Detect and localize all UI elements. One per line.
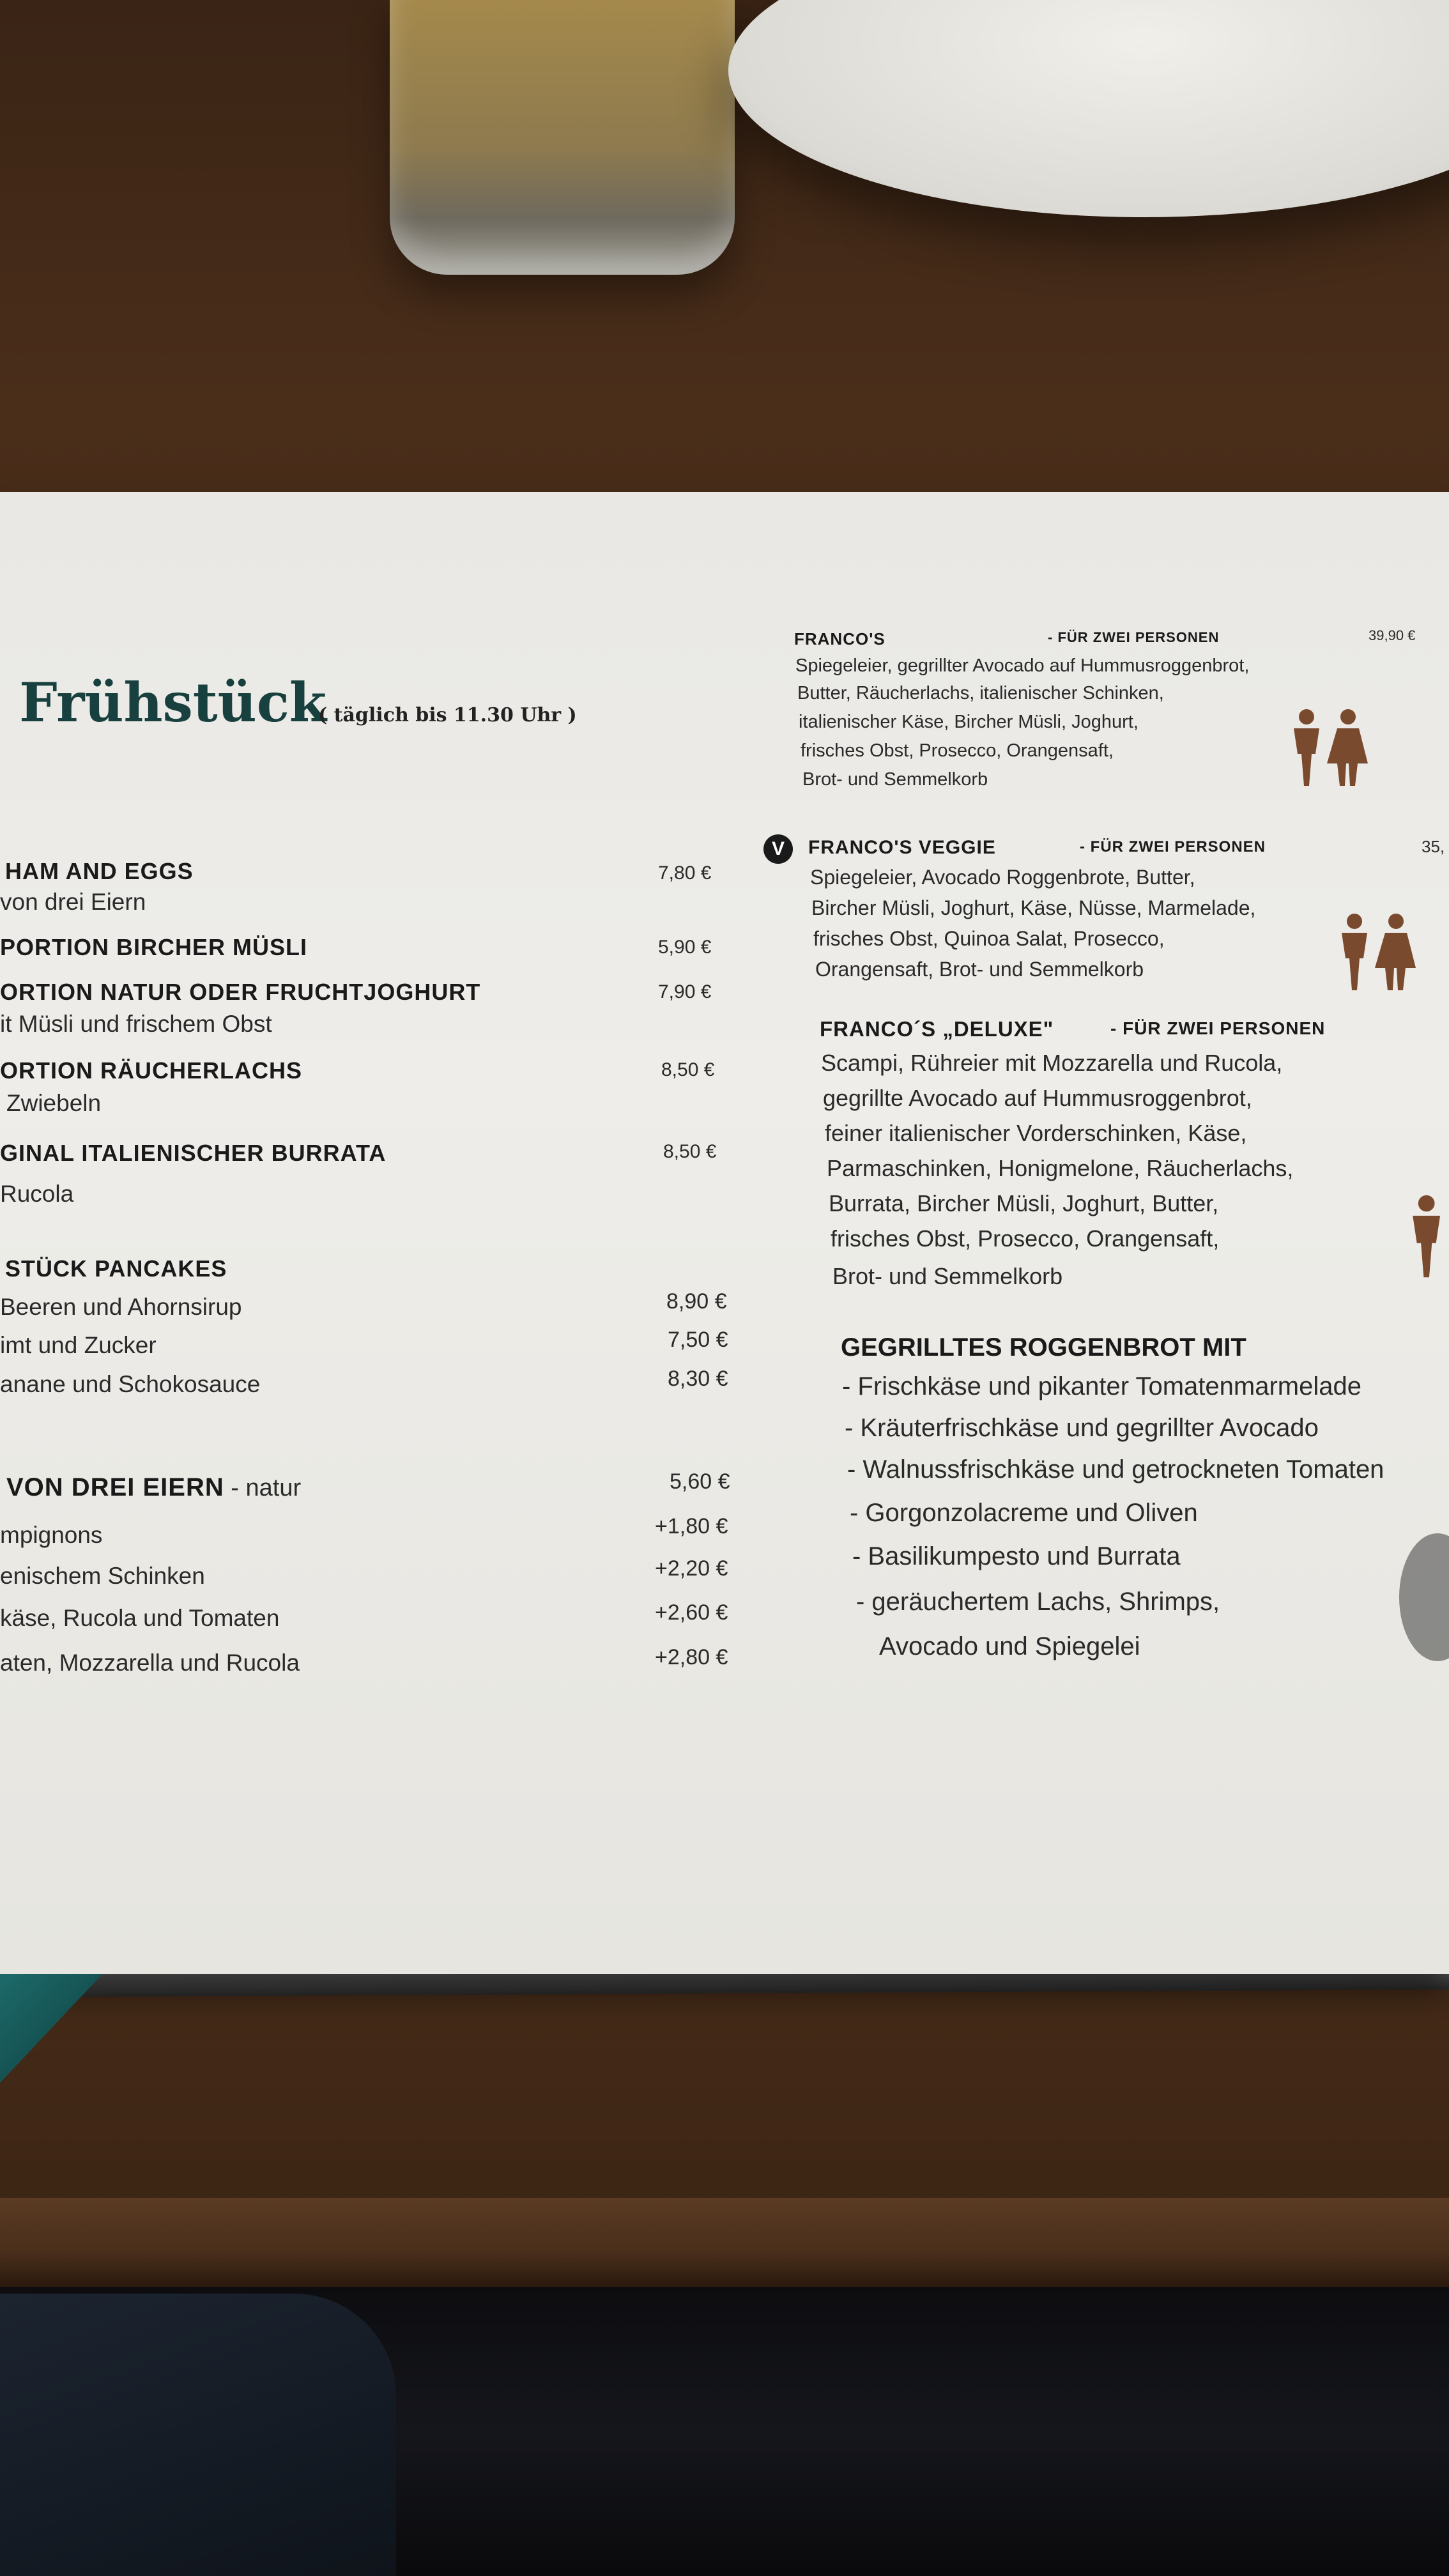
eggs-heading xyxy=(6,1473,301,1502)
veggie-desc-line: Bircher Müsli, Joghurt, Käse, Nüsse, Marmelade, xyxy=(811,896,1256,919)
deluxe-tag: - FÜR ZWEI PERSONEN xyxy=(1110,1018,1326,1038)
eggs-option: mpignons xyxy=(0,1522,103,1548)
francos-desc-line: Brot- und Semmelkorb xyxy=(802,769,988,790)
pancakes-option: imt und Zucker xyxy=(0,1332,157,1358)
menu-title: Frühstück xyxy=(19,671,327,734)
item-name: HAM AND EGGS xyxy=(5,858,194,884)
eggs-suffix: - natur xyxy=(224,1475,302,1501)
couple-icon xyxy=(1326,907,1428,997)
deluxe-desc-line: Parmaschinken, Honigmelone, Räucherlachs, xyxy=(827,1155,1294,1181)
couple-icon xyxy=(1390,1188,1449,1284)
francos-desc-line: Butter, Räucherlachs, italienischer Schinken, xyxy=(797,683,1164,703)
item-price: 5,90 € xyxy=(658,937,712,958)
grilled-item: - Walnussfrischkäse und getrockneten Tomaten xyxy=(847,1455,1384,1483)
eggs-option-price: +2,80 € xyxy=(655,1645,728,1669)
pancakes-option: anane und Schokosauce xyxy=(0,1371,261,1397)
eggs-option: enischem Schinken xyxy=(0,1563,205,1589)
item-name: ORTION RÄUCHERLACHS xyxy=(0,1057,302,1084)
veggie-tag: - FÜR ZWEI PERSONEN xyxy=(1080,838,1266,855)
grilled-item: - geräuchertem Lachs, Shrimps, xyxy=(856,1588,1220,1616)
francos-desc-line: frisches Obst, Prosecco, Orangensaft, xyxy=(801,740,1114,761)
deluxe-desc-line: Brot- und Semmelkorb xyxy=(832,1263,1063,1289)
pancakes-option: Beeren und Ahornsirup xyxy=(0,1294,242,1320)
pancakes-name: STÜCK PANCAKES xyxy=(5,1255,227,1282)
deluxe-name: FRANCO´S „DELUXE" xyxy=(820,1017,1054,1041)
deluxe-desc-line: Burrata, Bircher Müsli, Joghurt, Butter, xyxy=(829,1190,1219,1216)
veggie-desc-line: Spiegeleier, Avocado Roggenbrote, Butter, xyxy=(810,866,1195,889)
eggs-price: 5,60 € xyxy=(670,1469,730,1494)
grilled-item: - Gorgonzolacreme und Oliven xyxy=(850,1499,1198,1527)
pancakes-price: 7,50 € xyxy=(668,1328,728,1352)
veggie-price: 35, xyxy=(1422,837,1445,856)
veggie-desc-line: Orangensaft, Brot- und Semmelkorb xyxy=(815,958,1144,981)
eggs-option-price: +2,20 € xyxy=(655,1556,728,1581)
grilled-item: - Basilikumpesto und Burrata xyxy=(852,1542,1181,1570)
pancakes-price: 8,90 € xyxy=(666,1289,727,1314)
item-price: 8,50 € xyxy=(663,1141,717,1162)
eggs-option-price: +2,60 € xyxy=(655,1600,728,1625)
item-price: 7,90 € xyxy=(658,981,712,1002)
francos-tag: - FÜR ZWEI PERSONEN xyxy=(1048,629,1220,645)
francos-name: FRANCO'S xyxy=(794,629,885,648)
eggs-option: käse, Rucola und Tomaten xyxy=(0,1605,280,1631)
beer-glass xyxy=(390,0,735,275)
deluxe-desc-line: frisches Obst, Prosecco, Orangensaft, xyxy=(831,1225,1220,1252)
deluxe-desc-line: Scampi, Rühreier mit Mozzarella und Rucola, xyxy=(821,1050,1283,1076)
item-price: 8,50 € xyxy=(661,1059,715,1080)
francos-desc-line: italienischer Käse, Bircher Müsli, Joghurt, xyxy=(799,712,1138,732)
item-desc: von drei Eiern xyxy=(0,889,146,915)
deluxe-desc-line: gegrillte Avocado auf Hummusroggenbrot, xyxy=(823,1085,1252,1111)
eggs-option-price: +1,80 € xyxy=(655,1514,728,1538)
deluxe-desc-line: feiner italienischer Vorderschinken, Käse, xyxy=(825,1120,1247,1146)
grilled-item: Avocado und Spiegelei xyxy=(879,1632,1140,1660)
item-desc: Zwiebeln xyxy=(6,1090,102,1116)
item-desc: Rucola xyxy=(0,1181,74,1207)
item-name: ORTION NATUR ODER FRUCHTJOGHURT xyxy=(0,979,481,1005)
grilled-item: - Frischkäse und pikanter Tomatenmarmelade xyxy=(842,1372,1361,1400)
item-price: 7,80 € xyxy=(658,862,712,884)
francos-price: 39,90 € xyxy=(1368,627,1416,643)
item-desc: it Müsli und frischem Obst xyxy=(0,1011,272,1037)
table-edge xyxy=(0,2198,1449,2287)
veggie-desc-line: frisches Obst, Quinoa Salat, Prosecco, xyxy=(813,927,1165,950)
veggie-name: FRANCO'S VEGGIE xyxy=(808,837,996,858)
pancakes-price: 8,30 € xyxy=(668,1367,728,1391)
item-name: PORTION BIRCHER MÜSLI xyxy=(0,934,308,960)
grilled-heading: GEGRILLTES ROGGENBROT MIT xyxy=(841,1333,1246,1361)
vegetarian-badge-icon: V xyxy=(763,834,793,864)
grilled-item: - Kräuterfrischkäse und gegrillter Avocado xyxy=(845,1414,1319,1442)
lap-jeans xyxy=(0,2294,396,2576)
menu-subtitle: ( täglich bis 11.30 Uhr ) xyxy=(318,704,577,726)
item-name: GINAL ITALIENISCHER BURRATA xyxy=(0,1140,387,1166)
eggs-option: aten, Mozzarella und Rucola xyxy=(0,1650,300,1676)
eggs-name: VON DREI EIERN xyxy=(6,1473,224,1501)
couple-icon xyxy=(1281,703,1377,792)
francos-desc-line: Spiegeleier, gegrillter Avocado auf Hummusroggenbrot, xyxy=(795,656,1250,676)
